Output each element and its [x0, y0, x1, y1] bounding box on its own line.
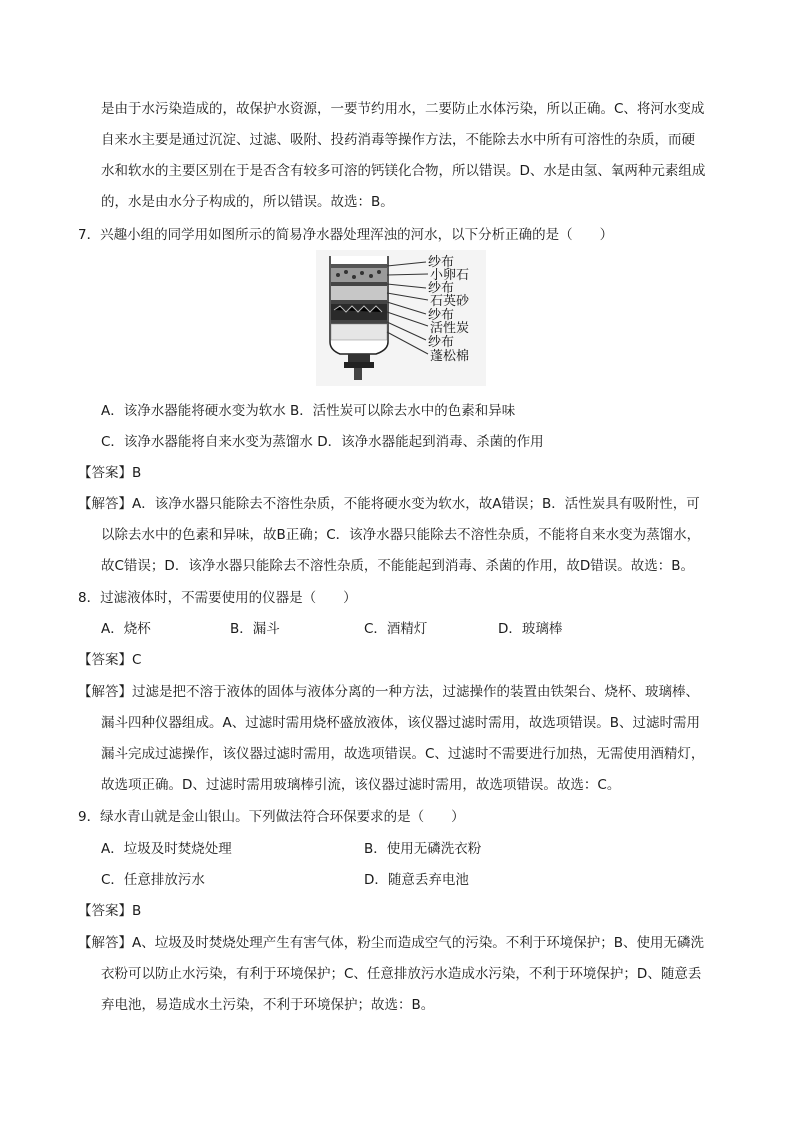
q9-stem: 9．绿水青山就是金山银山。下列做法符合环保要求的是（ ）: [78, 809, 465, 825]
intro-line: 是由于水污染造成的，故保护水资源，一要节约用水，二要防止水体污染，所以正确。C、将河水变成: [101, 101, 705, 117]
q8-option-b: B．漏斗: [230, 621, 280, 637]
layer-quartz-sand: [331, 286, 387, 300]
layer-gauze: [331, 264, 387, 268]
q7-analysis-line: 【解答】A．该净水器只能除去不溶性杂质，不能将硬水变为软水，故A错误；B．活性炭具有吸附性，可: [78, 496, 700, 512]
q9-option-b: B．使用无磷洗衣粉: [364, 841, 482, 857]
q8-analysis-line: 漏斗完成过滤操作，该仪器过滤时需用，故选项错误。C、过滤时不需要进行加热，无需使用酒精灯，: [101, 746, 705, 762]
label-pebbles: 小卵石: [430, 268, 470, 283]
q7-answer: 【答案】B: [78, 465, 142, 481]
label-quartz-sand: 石英砂: [430, 294, 470, 309]
water-filter-diagram: [316, 250, 486, 386]
layer-gauze: [331, 320, 387, 324]
q7-options-row-2: C．该净水器能将自来水变为蒸馏水 D．该净水器能起到消毒、杀菌的作用: [101, 434, 544, 450]
q8-analysis-line: 漏斗四种仪器组成。A、过滤时需用烧杯盛放液体，该仪器过滤时需用，故选项错误。B、过滤时需用: [101, 715, 700, 731]
water-filter-figure: [316, 250, 486, 386]
q9-option-a: A．垃圾及时焚烧处理: [101, 841, 232, 857]
layer-gauze: [331, 282, 387, 286]
label-gauze-3: 纱布: [428, 308, 455, 323]
q8-option-c: C．酒精灯: [364, 621, 428, 637]
q9-option-c: C．任意排放污水: [101, 872, 205, 888]
q8-stem: 8．过滤液体时，不需要使用的仪器是（ ）: [78, 590, 357, 606]
q8-analysis-line: 故选项正确。D、过滤时需用玻璃棒引流，该仪器过滤时需用，故选项错误。故选：C。: [101, 777, 621, 793]
q9-option-d: D．随意丢弃电池: [364, 872, 469, 888]
q9-analysis-line: 【解答】A、垃圾及时焚烧处理产生有害气体，粉尘而造成空气的污染。不利于环境保护；B、使用无磷洗: [78, 935, 704, 951]
q8-option-d: D．玻璃棒: [498, 621, 563, 637]
q7-options-row-1: A．该净水器能将硬水变为软水 B．活性炭可以除去水中的色素和异味: [101, 403, 516, 419]
label-gauze-2: 纱布: [428, 281, 455, 296]
q9-answer: 【答案】B: [78, 903, 142, 919]
label-gauze-1: 纱布: [428, 255, 455, 270]
q7-analysis-line: 以除去水中的色素和异味，故B正确；C．该净水器只能除去不溶性杂质，不能将自来水变为蒸馏水，: [101, 527, 701, 543]
q9-analysis-line: 衣粉可以防止水污染，有利于环境保护；C、任意排放污水造成水污染，不利于环境保护；D、随意丢: [101, 966, 702, 982]
q9-analysis-line: 弃电池，易造成水土污染，不利于环境保护；故选：B。: [101, 997, 435, 1013]
intro-line: 自来水主要是通过沉淀、过滤、吸附、投药消毒等操作方法，不能除去水中所有可溶性的杂质，而硬: [101, 132, 695, 148]
q8-option-a: A．烧杯: [101, 621, 151, 637]
q7-stem: 7．兴趣小组的同学用如图所示的简易净水器处理浑浊的河水，以下分析正确的是（ ）: [78, 227, 614, 243]
q8-analysis-line: 【解答】过滤是把不溶于液体的固体与液体分离的一种方法，过滤操作的装置由铁架台、烧杯、玻璃棒、: [78, 684, 699, 700]
layer-cotton: [331, 324, 387, 340]
label-gauze-4: 纱布: [428, 335, 455, 350]
intro-line: 水和软水的主要区别在于是否含有较多可溶的钙镁化合物，所以错误。D、水是由氢、氧两种元素组成: [101, 163, 706, 179]
label-activated-carbon: 活性炭: [430, 321, 470, 336]
q8-answer: 【答案】C: [78, 652, 142, 668]
intro-line: 的，水是由水分子构成的，所以错误。故选：B。: [101, 194, 394, 210]
layer-gauze: [331, 300, 387, 304]
q7-analysis-line: 故C错误；D．该净水器只能除去不溶性杂质，不能能起到消毒、杀菌的作用，故D错误。故选：B。: [101, 558, 694, 574]
label-cotton: 蓬松棉: [430, 349, 470, 364]
